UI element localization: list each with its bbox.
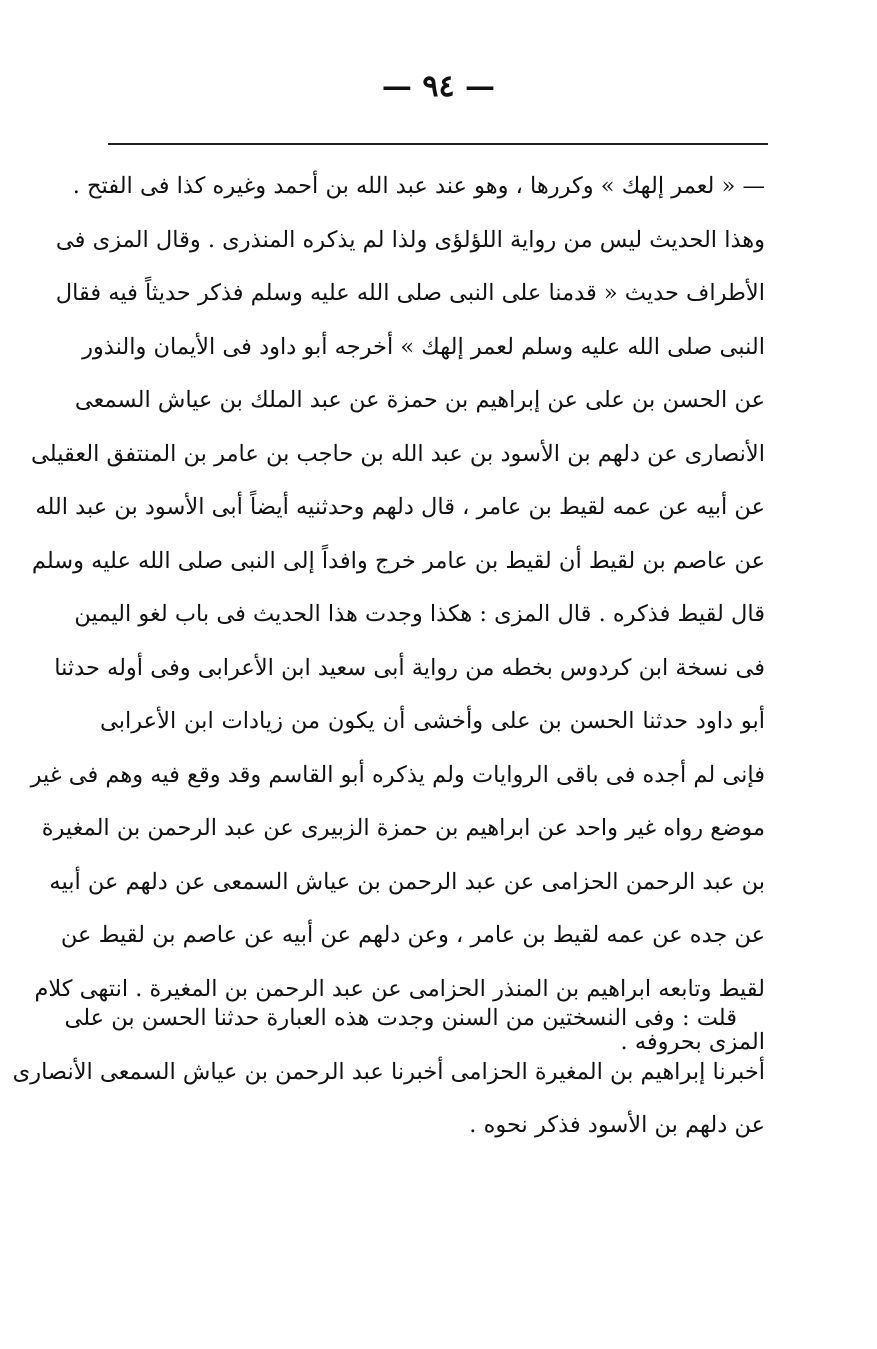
text-line: لقيط وتابعه ابراهيم بن المنذر الحزامى عن عبد الرحمن بن المغيرة . انتهى كلام	[34, 975, 765, 1002]
text-line: الأطراف حديث « قدمنا على النبى صلى الله عليه وسلم فذكر حديثاً فيه فقال	[55, 280, 765, 306]
text-line: فإنى لم أجده فى باقى الروايات ولم يذكره أبو القاسم وقد وقع فيه وهم فى غير	[30, 761, 765, 788]
text-line: أبو داود حدثنا الحسن بن على وأخشى أن يكون من زيادات ابن الأعرابى	[100, 708, 765, 734]
text-line: موضع رواه غير واحد عن ابراهيم بن حمزة الزبيرى عن عبد الرحمن بن المغيرة	[41, 815, 765, 841]
text-line: وهذا الحديث ليس من رواية اللؤلؤى ولذا لم يذكره المنذرى . وقال المزى فى	[55, 226, 765, 253]
text-line: المزى بحروفه .	[620, 1029, 765, 1055]
text-line: عن عاصم بن لقيط أن لقيط بن عامر خرج وافداً إلى النبى صلى الله عليه وسلم	[31, 547, 765, 574]
text-line: عن الحسن بن على عن إبراهيم بن حمزة عن عبد الملك بن عياش السمعى	[74, 387, 765, 413]
paragraph-2	[12, 992, 765, 1153]
paragraph-1	[30, 160, 765, 1070]
text-line: — « لعمر إلهك » وكررها ، وهو عند عبد الله بن أحمد وغيره كذا فى الفتح .	[72, 173, 765, 199]
text-line: قال لقيط فذكره . قال المزى : هكذا وجدت هذا الحديث فى باب لغو اليمين	[74, 601, 765, 627]
text-line: أخبرنا إبراهيم بن المغيرة الحزامى أخبرنا عبد الرحمن بن عياش السمعى الأنصارى	[12, 1058, 765, 1085]
text-line: النبى صلى الله عليه وسلم لعمر إلهك » أخرجه أبو داود فى الأيمان والنذور	[82, 333, 765, 360]
text-line: الأنصارى عن دلهم بن الأسود بن عبد الله بن حاجب بن عامر بن المنتفق العقيلى	[31, 440, 765, 467]
text-line: بن عبد الرحمن الحزامى عن عبد الرحمن بن عياش السمعى عن دلهم عن أبيه	[49, 868, 765, 895]
header-rule	[108, 143, 768, 145]
text-line: عن أبيه عن عمه لقيط بن عامر ، قال دلهم وحدثنيه أيضاً أبى الأسود بن عبد الله	[35, 494, 765, 520]
text-line: عن جده عن عمه لقيط بن عامر ، وعن دلهم عن أبيه عن عاصم بن لقيط عن	[60, 922, 765, 948]
text-line: عن دلهم بن الأسود فذكر نحوه .	[469, 1112, 765, 1138]
text-line: قلت : وفى النسختين من السنن وجدت هذه العبارة حدثنا الحسن بن على	[64, 1005, 737, 1031]
text-line: فى نسخة ابن كردوس بخطه من رواية أبى سعيد ابن الأعرابى وفى أوله حدثنا	[54, 654, 765, 681]
page-number: — ٩٤ —	[381, 69, 496, 104]
